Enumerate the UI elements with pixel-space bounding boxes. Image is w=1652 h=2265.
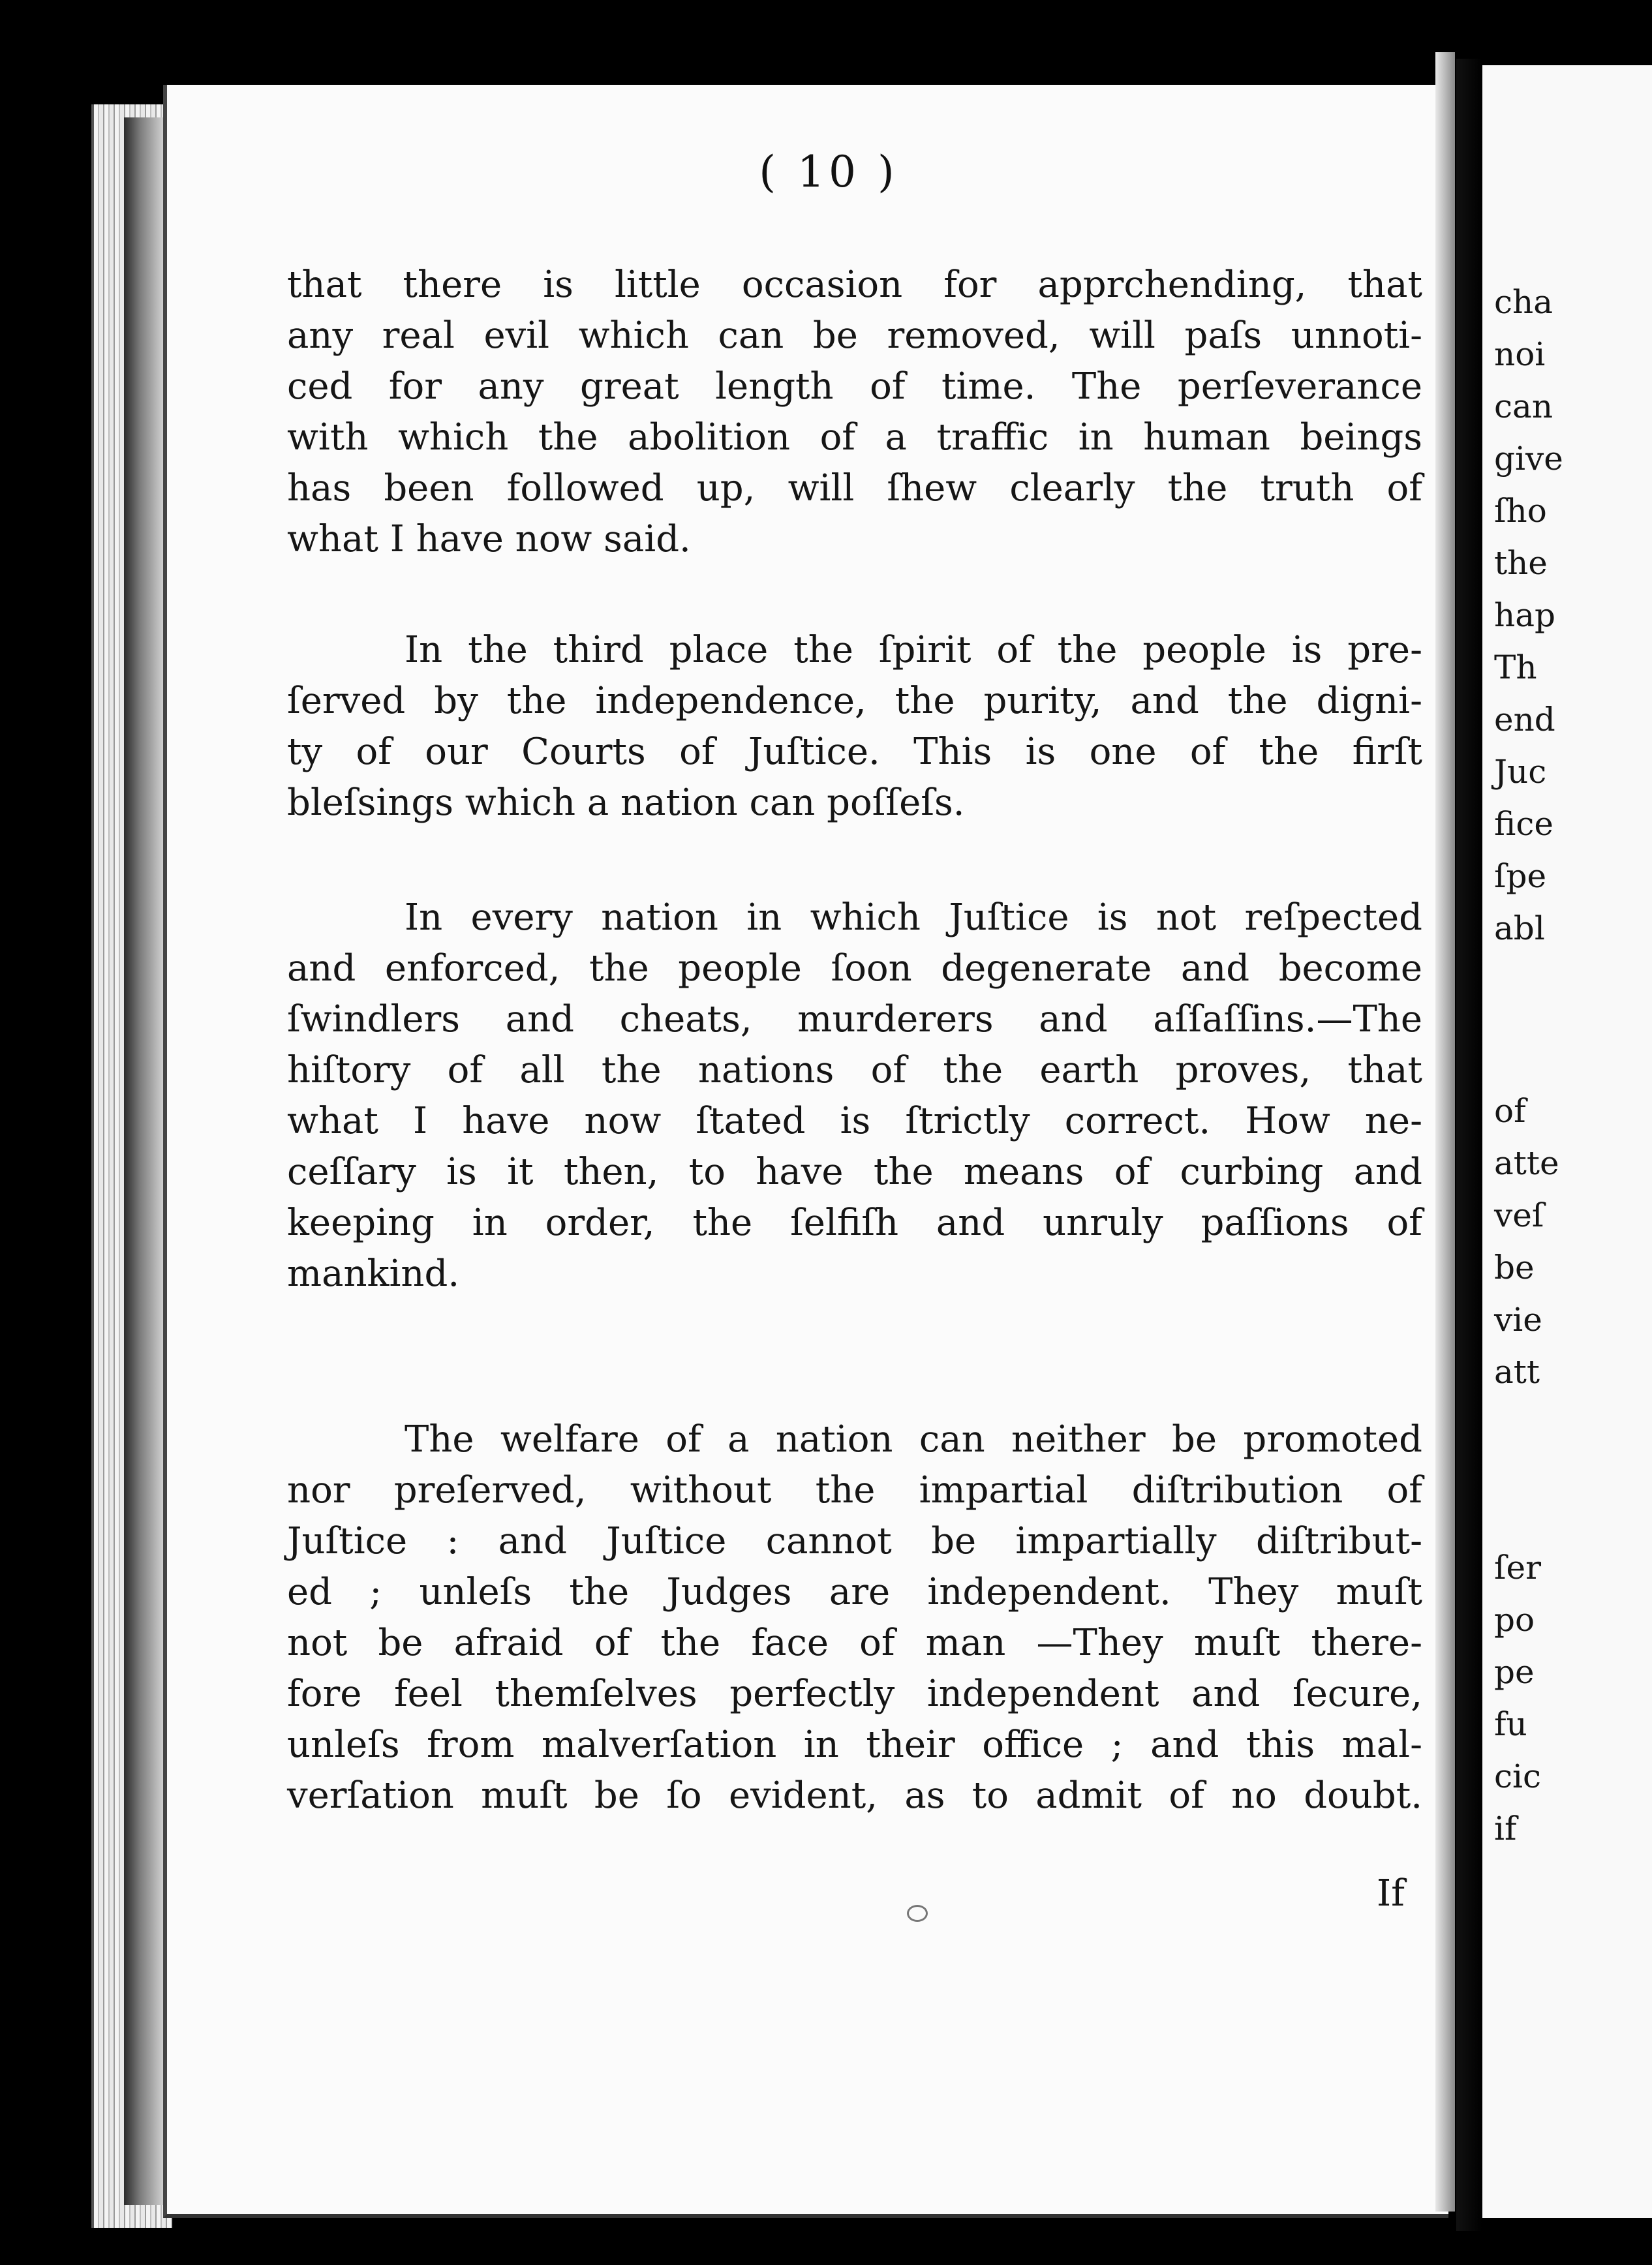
facing-page-fragment: pe bbox=[1494, 1653, 1535, 1691]
book-edge-shadow bbox=[124, 117, 163, 2205]
text-line: mankind. bbox=[287, 1253, 460, 1295]
text-line: ſwindlers and cheats, murderers and aſſaſſins.—The bbox=[287, 998, 1422, 1041]
text-line: hiſtory of all the nations of the earth proves, that bbox=[287, 1049, 1422, 1091]
text-line: keeping in order, the ſelfiſh and unruly paſſions of bbox=[287, 1202, 1422, 1244]
facing-page-fragment: fice bbox=[1494, 805, 1553, 843]
text-line: nor preſerved, without the impartial diſtribution of bbox=[287, 1469, 1422, 1512]
facing-page-fragment: abl bbox=[1494, 909, 1545, 947]
text-line: that there is little occasion for apprchending, that bbox=[287, 264, 1422, 306]
facing-page-fragment: ſpe bbox=[1494, 857, 1547, 895]
facing-page-fragment: po bbox=[1494, 1601, 1535, 1639]
text-line: what I have now ſtated is ſtrictly correct. How ne- bbox=[287, 1100, 1422, 1142]
ink-speck bbox=[907, 1905, 928, 1922]
facing-page-fragment: cha bbox=[1494, 283, 1553, 321]
text-line: any real evil which can be removed, will paſs unnoti- bbox=[287, 314, 1422, 357]
facing-page-fragment: be bbox=[1494, 1249, 1535, 1286]
text-line: ſerved by the independence, the purity, and the digni- bbox=[287, 680, 1422, 722]
facing-page-fragment: veſ bbox=[1494, 1196, 1544, 1234]
facing-page-fragment: att bbox=[1494, 1353, 1540, 1391]
facing-page-fragment: cic bbox=[1494, 1757, 1541, 1795]
facing-page-fragment: noi bbox=[1494, 335, 1546, 373]
facing-page-fragment: Juc bbox=[1494, 753, 1547, 791]
text-line: and enforced, the people ſoon degenerate and become bbox=[287, 947, 1422, 990]
paragraph-3 bbox=[287, 892, 1422, 1300]
facing-page bbox=[1482, 65, 1652, 2218]
facing-page-fragment: hap bbox=[1494, 596, 1556, 634]
facing-page-fragment: give bbox=[1494, 440, 1563, 478]
facing-page-fragment: Th bbox=[1494, 648, 1537, 686]
paragraph-4 bbox=[287, 1414, 1422, 1821]
paragraph-1 bbox=[287, 260, 1422, 565]
text-line: has been followed up, will ſhew clearly the truth of bbox=[287, 467, 1422, 509]
facing-page-fragment: ſer bbox=[1494, 1549, 1541, 1587]
catchword: If bbox=[1377, 1872, 1405, 1915]
text-line: fore feel themſelves perfectly independent and ſecure, bbox=[287, 1673, 1422, 1715]
text-line: with which the abolition of a traffic in human beings bbox=[287, 416, 1422, 459]
facing-page-fragment: ſho bbox=[1494, 492, 1547, 530]
facing-page-fragment: end bbox=[1494, 701, 1555, 738]
book-gutter bbox=[1456, 59, 1482, 2231]
text-line: In the third place the ſpirit of the people is pre- bbox=[405, 629, 1422, 671]
text-line: bleſsings which a nation can poſſeſs. bbox=[287, 782, 965, 824]
text-line: The welfare of a nation can neither be promoted bbox=[405, 1418, 1422, 1461]
text-line: ed ; unleſs the Judges are independent. They muſt bbox=[287, 1571, 1422, 1613]
text-line: ty of our Courts of Juſtice. This is one of the firſt bbox=[287, 731, 1422, 773]
paragraph-2 bbox=[287, 625, 1422, 828]
text-line: Juſtice : and Juſtice cannot be impartially diſtribut- bbox=[287, 1520, 1422, 1562]
facing-page-fragment: fu bbox=[1494, 1705, 1527, 1743]
facing-page-fragment: atte bbox=[1494, 1144, 1559, 1182]
text-line: In every nation in which Juſtice is not reſpected bbox=[405, 896, 1422, 939]
facing-page-fragment: can bbox=[1494, 388, 1553, 425]
text-line: not be afraid of the face of man —They muſt there- bbox=[287, 1622, 1422, 1664]
text-line: what I have now said. bbox=[287, 518, 691, 560]
facing-page-fragment: vie bbox=[1494, 1301, 1542, 1339]
facing-page-fragment: if bbox=[1494, 1810, 1517, 1847]
facing-page-fragment: of bbox=[1494, 1092, 1526, 1130]
text-line: unleſs from malverſation in their office ; and this mal- bbox=[287, 1724, 1422, 1766]
text-line: verſation muſt be ſo evident, as to admit of no doubt. bbox=[287, 1774, 1422, 1817]
text-line: ced for any great length of time. The perſeverance bbox=[287, 365, 1422, 408]
page-fold-shadow bbox=[1435, 52, 1455, 2212]
facing-page-fragment: the bbox=[1494, 544, 1548, 582]
text-line: ceſſary is it then, to have the means of curbing and bbox=[287, 1151, 1422, 1193]
page-number: ( 10 ) bbox=[759, 147, 898, 197]
